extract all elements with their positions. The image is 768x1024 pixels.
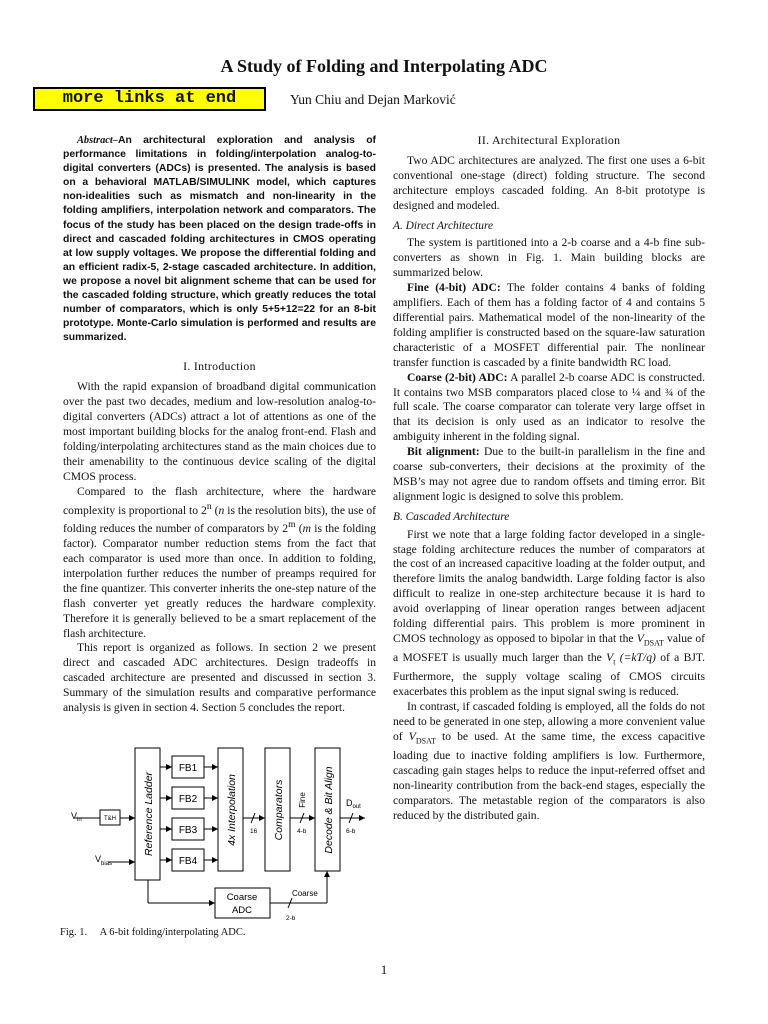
interpolation-label: 4x Interpolation xyxy=(226,774,238,846)
comparators-label: Comparators xyxy=(273,779,285,841)
adc-block-diagram xyxy=(60,740,390,925)
section-heading-introduction: I. Introduction xyxy=(183,359,256,374)
arch-paragraph-1: Two ADC architectures are analyzed. The first one uses a 6-bit conventional one-stage (direct) folding structure. The second architecture employs cascaded folding. An 8-bit prototype is designed and modeled. xyxy=(393,153,705,212)
vbias-label: $V_{bias}$ xyxy=(95,854,113,867)
reference-ladder-label: Reference Ladder xyxy=(143,771,155,857)
coarse-adc-paragraph: Coarse (2-bit) ADC: A parallel 2-b coarse ADC is constructed. It contains two MSB comparators placed close to ¼ and ¾ of the full scale. The coarse comparator can tolerate very large offset in that its decision is only used as an indicator to resolve the ambiguity inherent in the folding signal. xyxy=(393,370,705,444)
abstract xyxy=(63,134,376,345)
right-column xyxy=(393,133,705,824)
fine-label: Fine xyxy=(298,792,307,808)
subsection-direct: A. Direct Architecture xyxy=(393,219,494,232)
fb2-label: FB2 xyxy=(178,794,198,805)
intro-paragraph-1: With the rapid expansion of broadband digital communication over the past two decades, medium and low-resolution analog-to-digital converters (ADCs) attract a lot of attentions as one of the most important building blocks for the analog front-end. Flash and folding/interpolating architectures stand as the main choices due to their amenability to the continuous device scaling of the digital CMOS process. xyxy=(63,380,376,483)
bus-4b-label: 4-b xyxy=(297,828,307,835)
fine-adc-label: Fine (4-bit) ADC: xyxy=(407,281,501,295)
decode-bit-align-label: Decode & Bit Align xyxy=(323,766,335,854)
th-label: T&H xyxy=(104,816,116,822)
bit-alignment-paragraph: Bit alignment: Due to the built-in parallelism in the fine and coarse sub-converters, their decisions at the proximity of the MSB’s may not agree due to random offsets and timing error. Bit alignment logic is designed to solve this problem. xyxy=(393,445,705,503)
coarse-adc-line-2: ADC xyxy=(231,905,253,916)
intro-paragraph-3: This report is organized as follows. In section 2 we present direct and cascaded ADC architectures. Design tradeoffs in cascaded architecture are presented and discussed in section 3. Summary of the simulation results and comparative performance analysis is given in section 4. Section 5 concludes the report. xyxy=(63,641,376,715)
vin-label: $V_{in}$ xyxy=(71,811,82,823)
figure-caption: Fig. 1. A 6-bit folding/interpolating ADC. xyxy=(60,927,246,938)
fine-adc-paragraph: Fine (4-bit) ADC: The folder contains 4 banks of folding amplifiers. Each of them has a folding factor of 4 and contains 5 differential pairs. Mathematical model of the non-linearity of the folding amplifier is constructed based on the square-law saturation characteristic of a MOSFET differential pair. The nonlinear transfer function is cascaded by a finite bandwidth RC load. xyxy=(393,281,705,369)
authors: Yun Chiu and Dejan Marković xyxy=(290,92,456,107)
dout-label: $D_{out}$ xyxy=(346,798,361,810)
page-number: 1 xyxy=(380,962,388,977)
paper-title: A Study of Folding and Interpolating ADC xyxy=(220,56,548,76)
section-heading-architecture: II. Architectural Exploration xyxy=(477,133,621,147)
fb4-label: FB4 xyxy=(178,856,198,867)
more-links-banner[interactable]: more links at end xyxy=(33,87,266,111)
coarse-output-label: Coarse xyxy=(292,889,318,898)
subsection-cascaded: B. Cascaded Architecture xyxy=(393,510,510,523)
left-column xyxy=(63,134,376,716)
abstract-label: Abstract– xyxy=(77,135,118,146)
fb1-label: FB1 xyxy=(178,763,198,774)
fb3-label: FB3 xyxy=(178,825,198,836)
coarse-adc-label: Coarse (2-bit) ADC: xyxy=(407,370,508,384)
coarse-adc-line-1: Coarse xyxy=(226,892,258,903)
cascaded-paragraph-1: First we note that a large folding factor developed in a single-stage folding architecture reduces the number of comparators at the cost of an increased capacitive loading at the folder output, and therefore limits the analog bandwidth. Large folding factor is also difficult to realize in one-step architecture because it is hard to avoid overlapping of linear operation ranges between adjacent folding differential pairs. This problem is more prominent in CMOS technology as opposed to bipolar in that the $V_{DSAT}$ value of a MOSFET is usually much larger than the $V_t$ (=kT/q) of a BJT. Furthermore, the supply voltage scaling of CMOS circuits exacerbates this problem as the input signal swing is reduced. xyxy=(393,527,706,699)
intro-paragraph-2: Compared to the flash architecture, where the hardware complexity is proportional to 2$^n$ (n is the resolution bits), the use of folding reduces the number of comparators by 2$^m$ (m is the folding factor). Comparator number reduction stems from the fact that each comparator is used more than once. In addition to folding, interpolation further reduces the number of preamps required for the fine quantizer. This converter inherits the one-step nature of the flash converter yet greatly reduces the hardware complexity. Therefore it is generally believed to be a smart replacement of the flash architecture. xyxy=(63,484,376,640)
bus-6b-label: 6-b xyxy=(346,828,356,835)
cascaded-paragraph-2: In contrast, if cascaded folding is employed, all the folds do not need to be generated in one step, allowing a more convenient value of $V_{DSAT}$ to be used. At the same time, the excess capacitive loading due to inactive folding amplifiers is low. Furthermore, cascading gain stages helps to reduce the input-referred offset and non-linearity contribution from the back-end stages, especially the comparators. The metastable region of the comparators is also reduced by the distributed gain. xyxy=(393,700,705,822)
bit-alignment-label: Bit alignment: xyxy=(407,445,480,459)
bus-2b-label: 2-b xyxy=(286,915,296,922)
bus-16-label: 16 xyxy=(250,828,258,835)
abstract-text: An architectural exploration and analysis of performance limitations in folding/interpolation analog-to-digital converters (ADCs) is presented. The analysis is based on a behavioral MATLAB/SIMULINK model, which captures non-idealities such as mismatch and non-linearity in the folding amplifiers, interpolation network and comparators. The focus of the study has been placed on the design trade-offs in direct and cascaded folding architectures in CMOS operating at low supply voltages. We propose the differential folding and an efficient radix-5, 2-stage cascaded architecture. In addition, we propose a novel bit alignment scheme that can be used for the cascaded folding structure, which greatly reduces the total number of comparators, which is only 5+5+12=22 for an 8-bit prototype. Monte-Carlo simulation is performed and results are summarized. xyxy=(63,135,376,344)
direct-paragraph: The system is partitioned into a 2-b coarse and a 4-b fine sub-converters as shown in Fig. 1. Main building blocks are summarized below. xyxy=(393,236,705,280)
